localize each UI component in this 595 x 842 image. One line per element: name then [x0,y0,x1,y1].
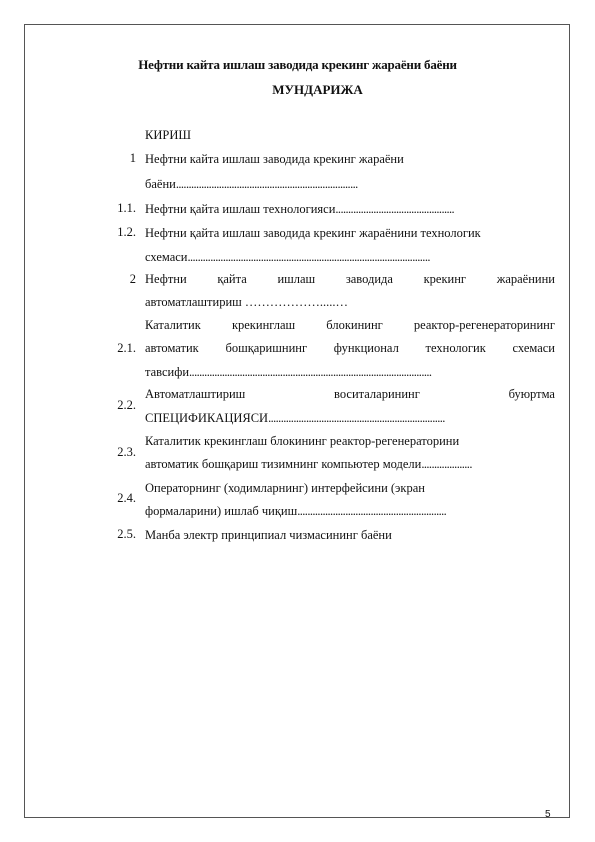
leader-dots: .................... [421,457,472,471]
toc-entry-line: Нефтни қайта ишлаш заводида крекинг жараёнини [145,272,555,286]
toc-entry-line: баёни........................................................................ [145,177,358,191]
toc-number: 2.4. [117,491,136,505]
toc-entry-line: Каталитик крекинглаш блокининг реактор-регенераторининг [145,318,555,332]
toc-entry-line: Операторнинг (ходимларнинг) интерфейсини (экран [145,481,425,495]
toc-entry-line: Нефтни қайта ишлаш заводида крекинг жараёнини технологик [145,226,481,240]
leader-dots: ................................................................................................ [189,365,432,379]
toc-entry-line: автоматик бошқаришнинг функционал технологик схемаси [145,341,555,355]
toc-number: 2 [129,272,136,286]
toc-entry-line: формаларини) ишлаб чиқиш........................................................... [145,504,447,518]
toc-entry-line: Нефтни қайта ишлаш технологияси............................................... [145,202,455,216]
toc-entry-line: СПЕЦИФИКАЦИЯСИ...................................................................... [145,411,445,425]
leader-dots: ........................................................................ [175,177,358,191]
toc-number: 2.3. [117,445,136,459]
toc-heading: МУНДАРИЖА [272,82,363,97]
toc-number: 2.5. [117,527,136,541]
page-number: 5 [545,809,551,820]
toc-entry-line: автоматик бошқариш тизимнинг компьютер модели.................... [145,457,472,471]
toc-entry-line: Каталитик крекинглаш блокининг реактор-регенераторини [145,434,460,448]
toc-entry-line: Манба электр принципиал чизмасининг баёни [145,528,392,542]
toc-entry-line: схемаси................................................................................................ [145,250,430,264]
leader-dots: ............................................... [335,202,455,216]
document-title: Нефтни кайта ишлаш заводида крекинг жараёни баёни [138,57,457,72]
toc-number: 1.1. [117,201,136,215]
toc-number: 2.1. [117,341,136,355]
toc-entry-line: тавсифи................................................................................................ [145,365,432,379]
toc-number: 1 [129,151,136,165]
toc-entry-line: Автоматлаштириш воситаларининг буюртма [145,387,555,401]
leader-dots: ...................................................................... [268,411,445,425]
leader-dots: ................................................................................................ [187,250,430,264]
toc-intro: КИРИШ [145,128,191,142]
toc-entry-line: автоматлаштириш ……………….....… [145,295,349,309]
toc-number: 2.2. [117,398,136,412]
leader-dots: ........................................................... [297,504,447,518]
toc-entry-line: Нефтни кайта ишлаш заводида крекинг жараёни [145,152,404,166]
toc-number: 1.2. [117,225,136,239]
